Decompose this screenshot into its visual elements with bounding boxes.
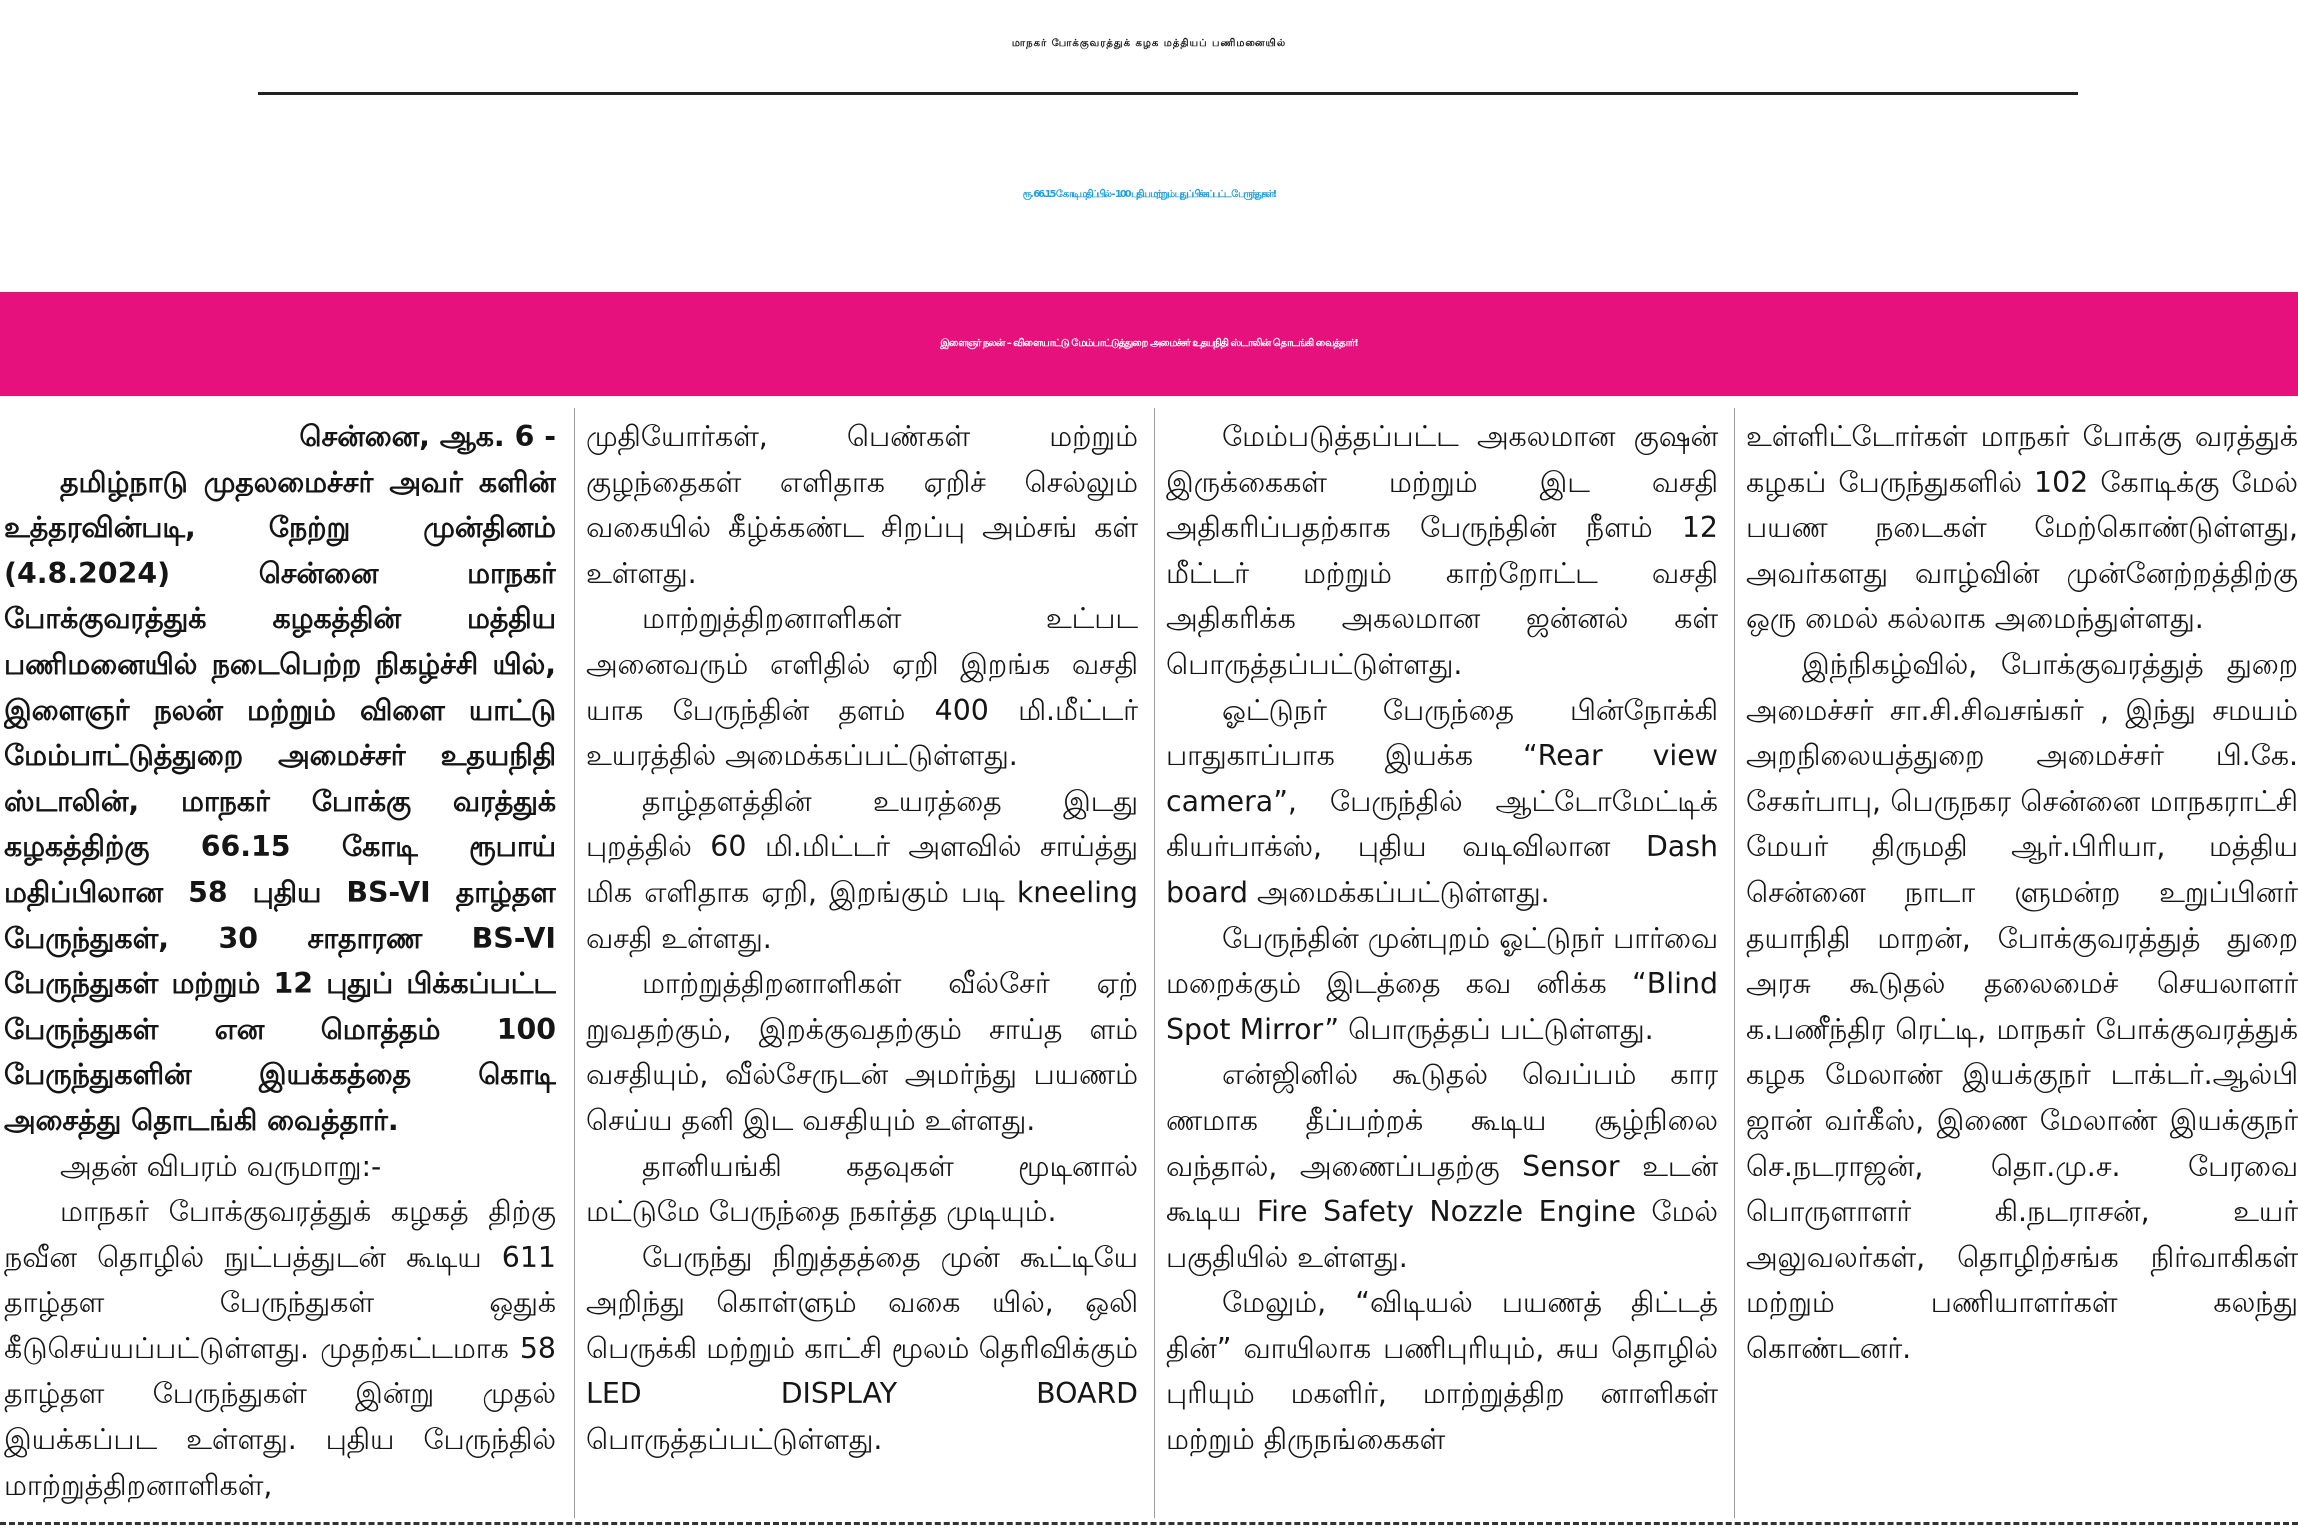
lead-paragraph: தமிழ்நாடு முதலமைச்சர் அவர் களின் உத்தரவின்படி, நேற்று முன்தினம் (4.8.2024) சென்னை மாநகர் போக்குவரத்துக் கழகத்தின் மத்திய பணிமனையில் நடைபெற்ற நிகழ்ச்சி யில், இளைஞர் நலன் மற்றும் விளை யாட்டு மேம்பாட்டுத்துறை அமைச்சர் உதயநிதி ஸ்டாலின், மாநகர் போக்கு வரத்துக் கழகத்திற்கு 66.15 கோடி ரூபாய் மதிப்பிலான 58 புதிய BS-VI தாழ்தள பேருந்துகள், 30 சாதாரண BS-VI பேருந்துகள் மற்றும் 12 புதுப் பிக்கப்பட்ட பேருந்துகள் என மொத்தம் 100 பேருந்துகளின் இயக்கத்தை கொடி அசைத்து தொடங்கி வைத்தார். xyxy=(4,465,556,1137)
kicker-heading: மாநகர் போக்குவரத்துக் கழக மத்தியப் பணிமனையில் xyxy=(1011,38,1287,49)
column-divider xyxy=(1734,408,1735,1518)
article-paragraph: அதன் விபரம் வருமாறு:- xyxy=(60,1149,382,1183)
article-paragraph: என்ஜினில் கூடுதல் வெப்பம் கார ணமாக தீப்பற்றக் கூடிய சூழ்நிலை வந்தால், அணைப்பதற்கு Sensor உடன் கூடிய Fire Safety Nozzle Engine மேல் பகுதியில் உள்ளது. xyxy=(1166,1058,1718,1274)
column-divider xyxy=(1154,408,1155,1518)
article-paragraph: தானியங்கி கதவுகள் மூடினால் மட்டுமே பேருந்தை நகர்த்த முடியும். xyxy=(586,1149,1138,1229)
column-divider xyxy=(574,408,575,1518)
article-paragraph: மாநகர் போக்குவரத்துக் கழகத் திற்கு நவீன தொழில் நுட்பத்துடன் கூடிய 611 தாழ்தள பேருந்துகள் ஒதுக் கீடுசெய்யப்பட்டுள்ளது. முதற்கட்டமாக 58 தாழ்தள பேருந்துகள் இன்று முதல் இயக்கப்பட உள்ளது. புதிய பேருந்தில் மாற்றுத்திறனாளிகள், xyxy=(4,1195,556,1502)
article-column-3 xyxy=(1166,414,1718,1514)
article-paragraph: மாற்றுத்திறனாளிகள் வீல்சேர் ஏற் றுவதற்கும், இறக்குவதற்கும் சாய்த ளம் வசதியும், வீல்சேருடன் அமர்ந்து பயணம் செய்ய தனி இட வசதியும் உள்ளது. xyxy=(586,967,1138,1137)
article-paragraph: உள்ளிட்டோர்கள் மாநகர் போக்கு வரத்துக் கழகப் பேருந்துகளில் 102 கோடிக்கு மேல் பயண நடைகள் மேற்கொண்டுள்ளது, அவர்களது வாழ்வின் முன்னேற்றத்திற்கு ஒரு மைல் கல்லாக அமைந்துள்ளது. xyxy=(1746,420,2298,636)
bottom-dashed-rule xyxy=(0,1522,2298,1525)
article-paragraph: முதியோர்கள், பெண்கள் மற்றும் குழந்தைகள் எளிதாக ஏறிச் செல்லும் வகையில் கீழ்க்கண்ட சிறப்பு அம்சங் கள் உள்ளது. xyxy=(586,420,1138,590)
article-paragraph: பேருந்து நிறுத்தத்தை முன் கூட்டியே அறிந்து கொள்ளும் வகை யில், ஒலி பெருக்கி மற்றும் காட்சி மூலம் தெரிவிக்கும் LED DISPLAY BOARD பொருத்தப்பட்டுள்ளது. xyxy=(586,1240,1138,1457)
article-paragraph: பேருந்தின் முன்புறம் ஓட்டுநர் பார்வை மறைக்கும் இடத்தை கவ னிக்க “Blind Spot Mirror” பொருத்தப் பட்டுள்ளது. xyxy=(1166,921,1718,1046)
article-paragraph: மாற்றுத்திறனாளிகள் உட்பட அனைவரும் எளிதில் ஏறி இறங்க வசதி யாக பேருந்தின் தளம் 400 மி.மீட்டர் உயரத்தில் அமைக்கப்பட்டுள்ளது. xyxy=(586,602,1138,773)
article-column-1 xyxy=(4,414,556,1514)
subheadline: இளைஞர் நலன் – விளையாட்டு மேம்பாட்டுத்துறை அமைச்சர் உதயநிதி ஸ்டாலின் தொடங்கி வைத்தார்! xyxy=(940,338,1358,349)
article-paragraph: இந்நிகழ்வில், போக்குவரத்துத் துறை அமைச்சர் சா.சி.சிவசங்கர் , இந்து சமயம் அறநிலையத்துறை அமைச்சர் பி.கே. சேகர்பாபு, பெருநகர சென்னை மாநகராட்சி மேயர் திருமதி ஆர்.பிரியா, மத்திய சென்னை நாடா ளுமன்ற உறுப்பினர் தயாநிதி மாறன், போக்குவரத்துத் துறை அரசு கூடுதல் தலைமைச் செயலாளர் க.பணீந்திர ரெட்டி, மாநகர் போக்குவரத்துக் கழக மேலாண் இயக்குநர் டாக்டர்.ஆல்பி ஜான் வர்கீஸ், இணை மேலாண் இயக்குநர் செ.நடராஜன், தொ.மு.ச. பேரவை பொருளாளர் கி.நடராசன், உயர் அலுவலர்கள், தொழிற்சங்க நிர்வாகிகள் மற்றும் பணியாளர்கள் கலந்து கொண்டனர். xyxy=(1746,647,2298,1365)
main-headline: ரூ. 66.15 கோடி மதிப்பில் - 100 புதிய மற்றும் புதுப்பிக்கப்பட்ட பேருந்துகள்! xyxy=(1022,189,1276,200)
article-column-4 xyxy=(1746,414,2298,1514)
dateline: சென்னை, ஆக. 6 - xyxy=(299,420,556,453)
article-paragraph: மேம்படுத்தப்பட்ட அகலமான குஷன் இருக்கைகள் மற்றும் இட வசதி அதிகரிப்பதற்காக பேருந்தின் நீளம் 12 மீட்டர் மற்றும் காற்றோட்ட வசதி அதிகரிக்க அகலமான ஜன்னல் கள் பொருத்தப்பட்டுள்ளது. xyxy=(1166,420,1718,681)
article-column-2 xyxy=(586,414,1138,1514)
article-paragraph: மேலும், “விடியல் பயணத் திட்டத் தின்” வாயிலாக பணிபுரியும், சுய தொழில் புரியும் மகளிர், மாற்றுத்திற னாளிகள் மற்றும் திருநங்கைகள் xyxy=(1166,1286,1718,1457)
subheadline-band xyxy=(0,292,2298,396)
article-body xyxy=(0,408,2298,1518)
article-paragraph: ஓட்டுநர் பேருந்தை பின்நோக்கி பாதுகாப்பாக இயக்க “Rear view camera”, பேருந்தில் ஆட்டோமேட்டிக் கியர்பாக்ஸ், புதிய வடிவிலான Dash board அமைக்கப்பட்டுள்ளது. xyxy=(1166,693,1718,909)
article-paragraph: தாழ்தளத்தின் உயரத்தை இடது புறத்தில் 60 மி.மிட்டர் அளவில் சாய்த்து மிக எளிதாக ஏறி, இறங்கும் படி kneeling வசதி உள்ளது. xyxy=(586,784,1138,955)
kicker-underline xyxy=(258,92,2078,95)
